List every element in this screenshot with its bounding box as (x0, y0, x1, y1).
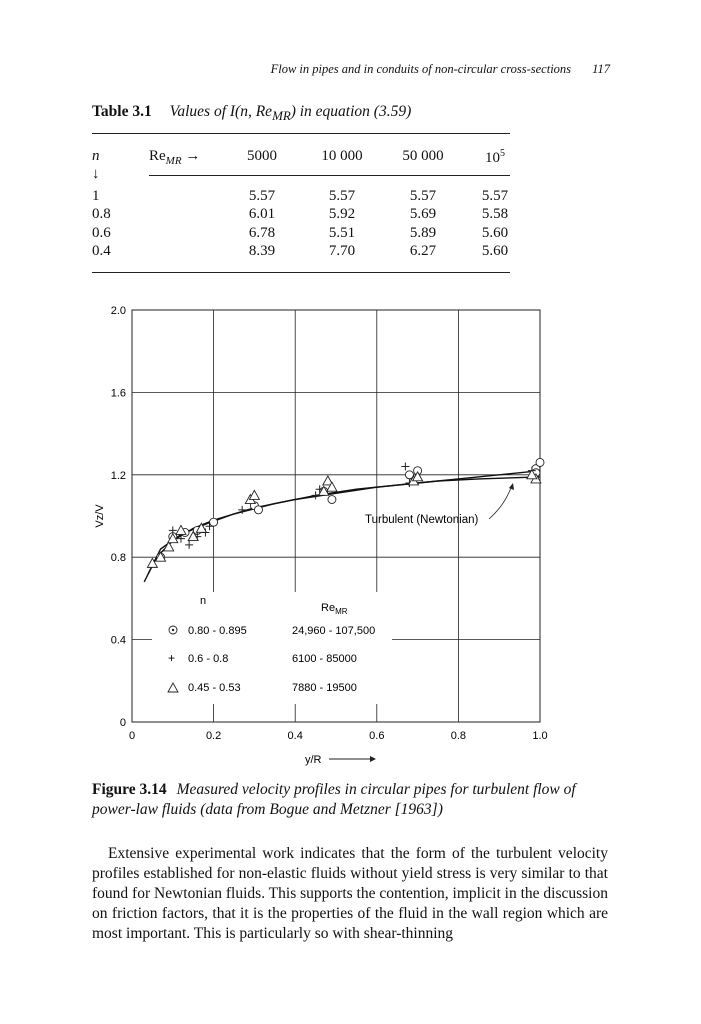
x-axis-arrow-head (370, 756, 376, 762)
table-cell: 7.70 (328, 243, 356, 259)
table-cell: 5.57 (328, 188, 356, 204)
y-tick-label: 0 (119, 717, 126, 729)
re-value-2: 10 000 (321, 148, 363, 164)
row-arrow: ↓ (92, 166, 100, 182)
annotation-pointer (489, 485, 512, 519)
legend-re-1: 24,960 - 107,500 (292, 625, 376, 637)
x-tick-label: 0.6 (369, 730, 385, 742)
legend-plus-symbol: + (168, 651, 176, 665)
table-cell: 5.57 (481, 188, 509, 204)
y-tick-label: 1.2 (110, 469, 126, 482)
re-value-4: $10^5$ (485, 148, 505, 166)
x-axis-label: y/R (305, 754, 322, 766)
legend-re-3: 7880 - 19500 (292, 682, 357, 694)
y-tick-label: 0.4 (110, 634, 126, 647)
curve-power-law-fit (148, 477, 540, 574)
re-value-3: 50 000 (402, 148, 444, 164)
table-cell: 6.27 (409, 243, 437, 259)
table-cell: 5.69 (409, 206, 437, 222)
legend-circle-dot (172, 629, 174, 631)
legend-n-3: 0.45 - 0.53 (188, 682, 241, 694)
annotation-arrowhead (509, 483, 514, 490)
data-point-circle (328, 496, 336, 504)
legend-n-1: 0.80 - 0.895 (188, 625, 247, 637)
y-tick-label: 1.6 (110, 387, 126, 400)
body-paragraph: Extensive experimental work indicates that the form of the turbulent velocity profiles established for non-elastic fluids without yield stress is very similar to that found for Newtonian fluids. This supports the contention, implicit in the discussion on friction factors, that it is the properties of the fluid in the wall region which are most important. This is particularly so with shear-thinning (92, 845, 608, 942)
table-label: Table 3.1 (92, 103, 152, 120)
data-point-circle (210, 518, 218, 526)
table-cell: 5.60 (481, 243, 509, 259)
x-tick-label: 0.4 (287, 730, 303, 742)
x-tick-label: 1.0 (532, 730, 548, 742)
data-point-plus (185, 541, 193, 549)
table-cell: 6.78 (248, 225, 276, 241)
figure-label: Figure 3.14 (92, 781, 167, 798)
data-point-plus (401, 463, 409, 471)
chart-curves (144, 471, 540, 582)
table-cell: 6.01 (248, 206, 276, 222)
table-cell: 5.60 (481, 225, 509, 241)
col-re-header: $Re_{MR}$ → (149, 148, 201, 167)
table-title: Values of I(n, $Re_{MR}$) in equation (3.59) (169, 103, 412, 124)
x-tick-label: 0.8 (450, 730, 467, 742)
table-cell: 5.51 (328, 225, 356, 241)
figure-caption-text: Measured velocity profiles in circular pipes for turbulent flow of power-law fluids (data from Bogue and Metzner [1963]) (92, 781, 576, 818)
legend-re-2: 6100 - 85000 (292, 653, 357, 665)
y-axis-label: Vz/V (94, 504, 106, 528)
running-title: Flow in pipes and in conduits of non-circular cross-sections (270, 62, 572, 76)
y-tick-label: 2.0 (110, 305, 126, 317)
re-value-1: 5000 (247, 148, 277, 164)
figure-caption (92, 780, 612, 820)
turbulent-annotation: Turbulent (Newtonian) (365, 514, 479, 526)
x-tick-label: 0.2 (205, 730, 222, 742)
y-tick-label: 0.8 (110, 552, 126, 565)
row-n: 0.4 (92, 243, 111, 259)
curve-turbulent-newtonian (144, 471, 540, 582)
x-tick-labels (129, 730, 548, 742)
row-n: 0.8 (92, 206, 111, 222)
table-cell: 5.57 (409, 188, 437, 204)
y-tick-labels (111, 305, 126, 729)
table-cell: 5.57 (248, 188, 276, 204)
x-tick-label: 0 (128, 730, 136, 742)
col-n-header: n (92, 148, 100, 164)
legend-title-re: $Re_{MR}$ (321, 602, 348, 616)
page-number: 117 (592, 62, 610, 76)
row-n: 1 (92, 188, 100, 204)
data-point-circle (536, 458, 544, 466)
table-cell: 5.89 (409, 225, 437, 241)
table-cell: 8.39 (248, 243, 276, 259)
data-point-circle (254, 506, 262, 514)
legend-n-2: 0.6 - 0.8 (188, 653, 229, 665)
table-cell: 5.58 (481, 206, 509, 222)
table-cell: 5.92 (328, 206, 356, 222)
row-n: 0.6 (92, 225, 111, 241)
legend-title-n: n (200, 595, 207, 607)
